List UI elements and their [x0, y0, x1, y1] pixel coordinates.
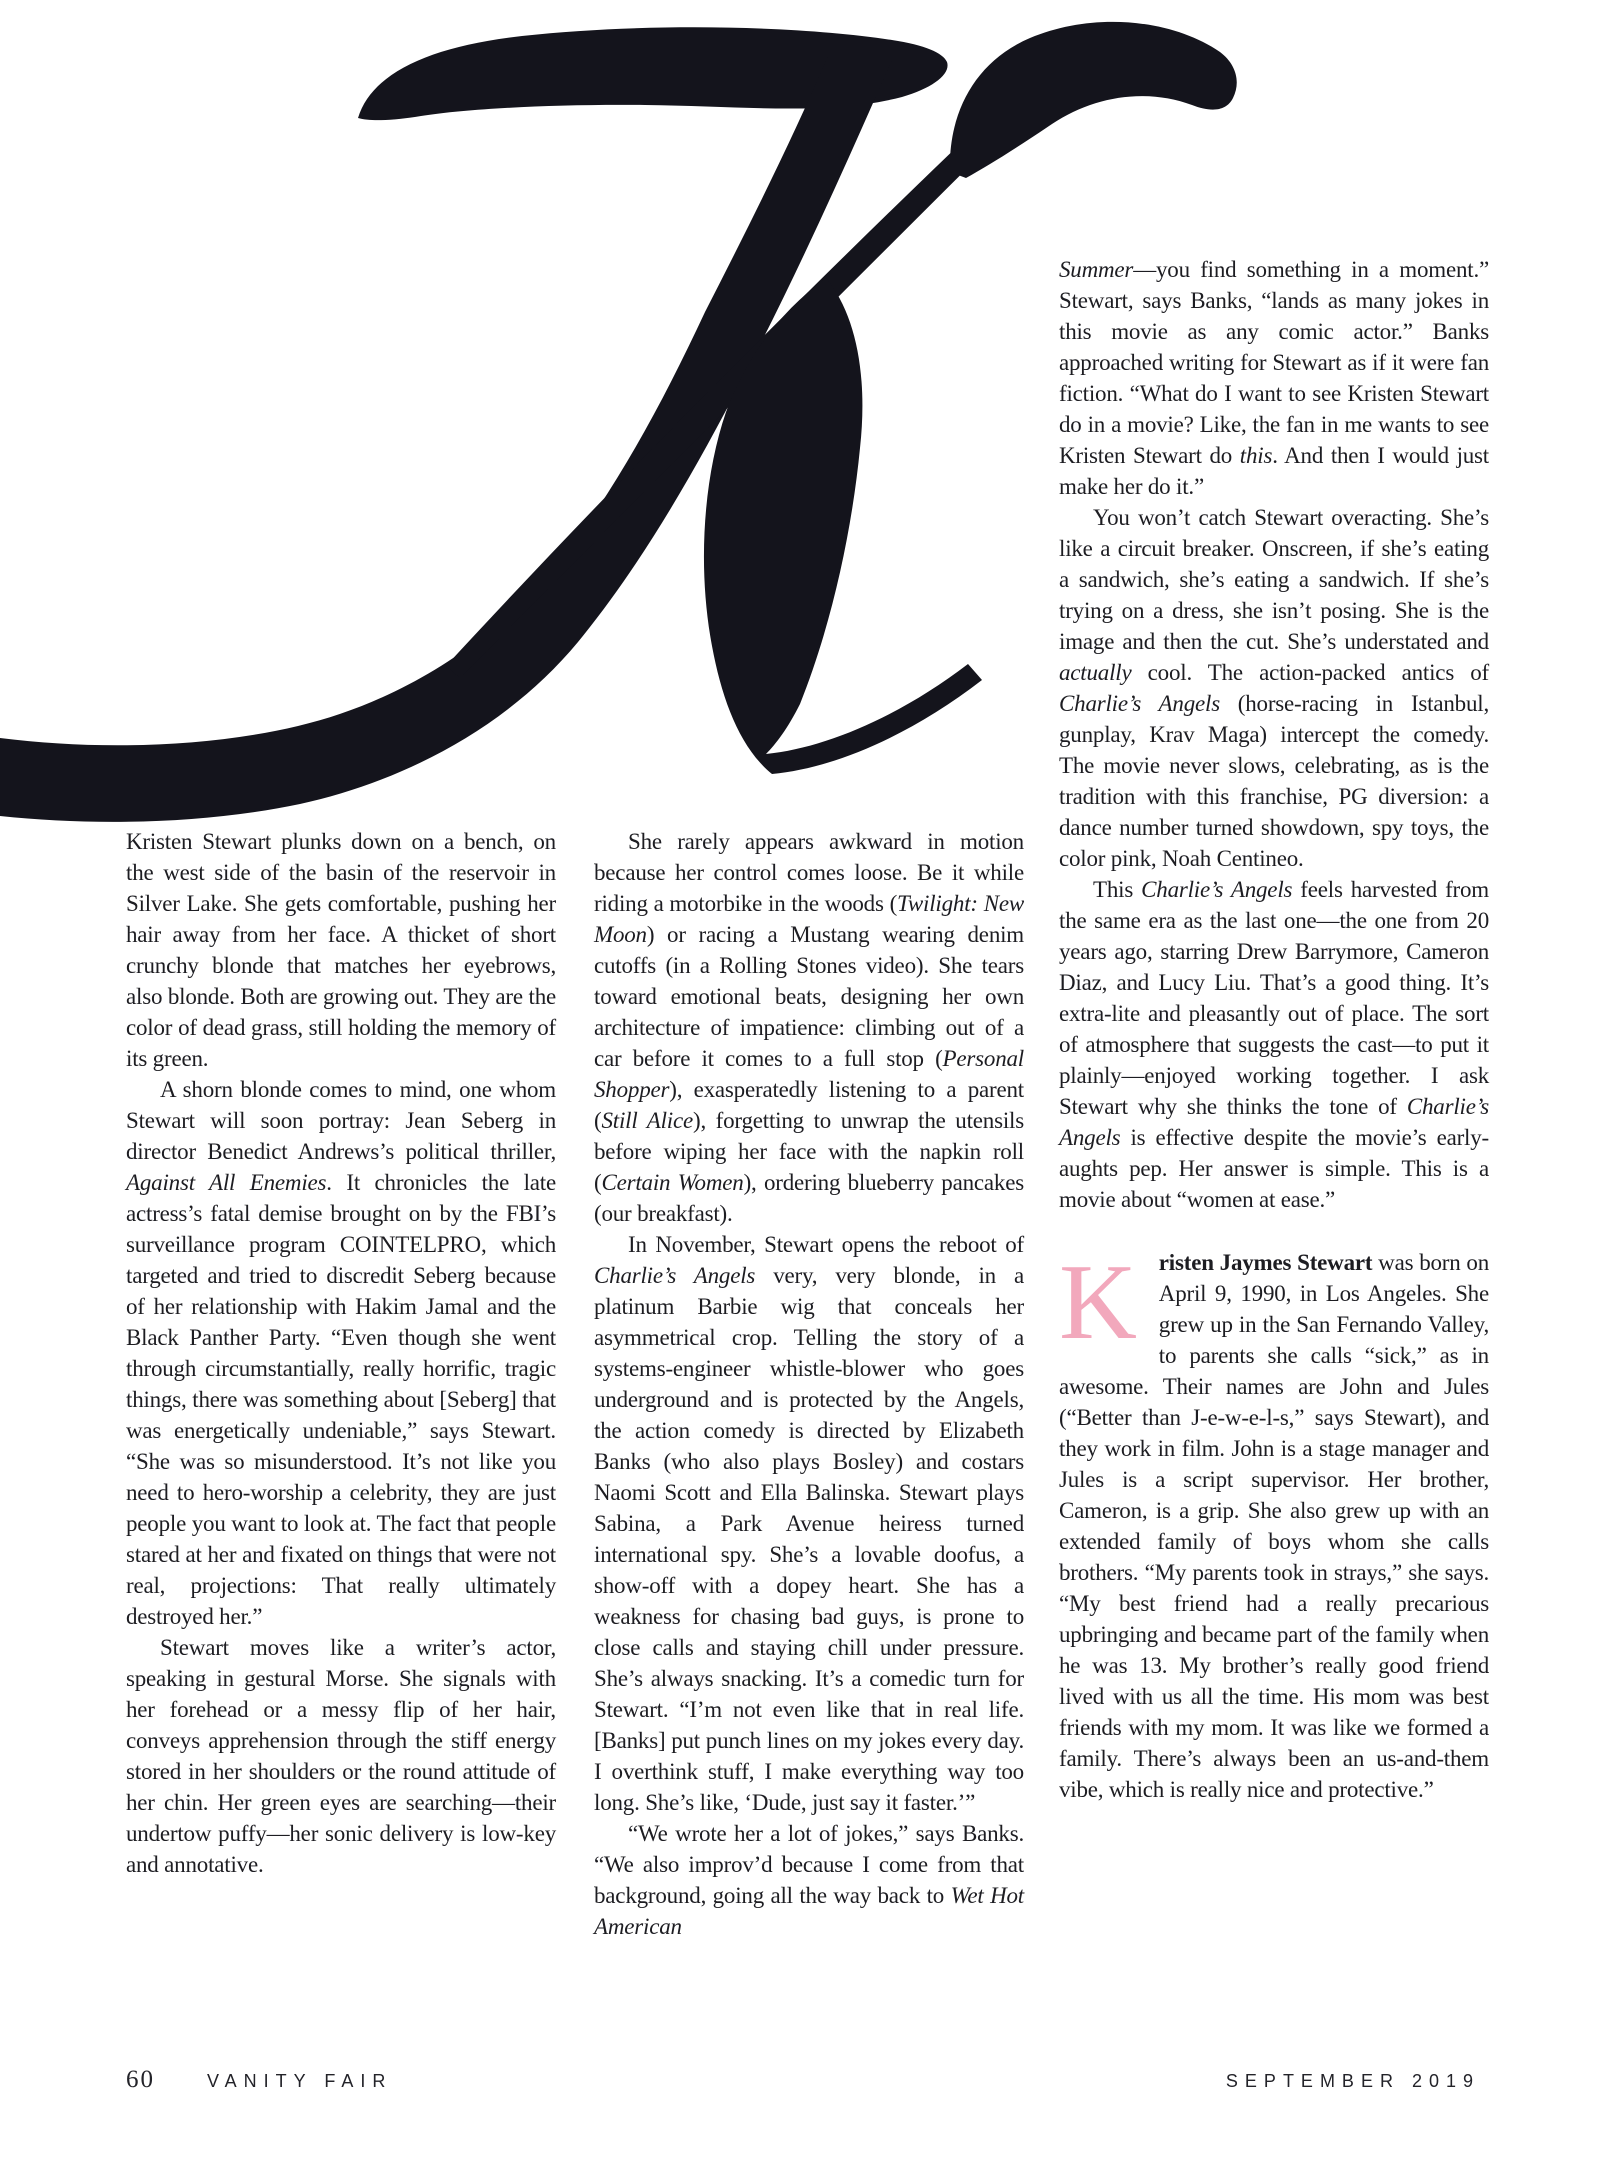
text-column-3	[1059, 254, 1489, 1805]
paragraph	[126, 1074, 556, 1632]
text-column-2	[594, 826, 1024, 1942]
body-text: ), forgetting to unwrap the utensils before wiping her face with the napkin roll (	[594, 1108, 1024, 1195]
bold-text: risten Jaymes Stewart	[1158, 1250, 1373, 1275]
body-text: Stewart moves like a writer’s actor, speaking in gestural Morse. She signals with her forehead or a messy flip of her hair, conveys apprehension through the stiff energy stored in her shoulders or the round attitude of her chin. Her green eyes are searching—their undertow puffy—her sonic delivery is low-key and annotative.	[126, 1635, 556, 1877]
body-text: —you find something in a moment.” Stewart, says Banks, “lands as many jokes in this movie as any comic actor.” Banks approached writing for Stewart as if it were fan fiction. “What do I want to see Kristen Stewart do in a movie? Like, the fan in me wants to see Kristen Stewart do	[1059, 257, 1489, 468]
paragraph	[1059, 254, 1489, 502]
italic-text: Charlie’s Angels	[1059, 1094, 1489, 1150]
body-text: . It chronicles the late actress’s fatal demise brought on by the FBI’s surveillance program COINTELPRO, which targeted and tried to discredit Seberg because of her relationship with Hakim Jamal and the Black Panther Party. “Even though she went through circumstantially, really horrific, tragic things, there was something about [Seberg] that was energetically undeniable,” says Stewart. “She was so misunderstood. It’s not like you need to hero-worship a celebrity, they are just people you want to look at. The fact that people stared at her and fixated on things that were not real, projections: That really ultimately destroyed her.”	[126, 1170, 557, 1629]
italic-text: Against All Enemies	[126, 1170, 327, 1195]
paragraph	[594, 1818, 1024, 1942]
italic-text: Twilight: New Moon	[594, 891, 1025, 947]
body-text: You won’t catch Stewart overacting. She’s like a circuit breaker. Onscreen, if she’s eating a sandwich, she’s eating a sandwich. If she’s trying on a dress, she isn’t posing. She is the image and then the cut. She’s understated and	[1059, 505, 1489, 654]
body-text: feels harvested from the same era as the last one—the one from 20 years ago, starring Drew Barrymore, Cameron Diaz, and Lucy Liu. That’s a good thing. It’s extra-lite and pleasantly out of place. The sort of atmosphere that suggests the cast—to put it plainly—enjoyed working together. I ask Stewart why she thinks the tone of	[1059, 877, 1489, 1119]
italic-text: Charlie’s Angels	[1059, 691, 1220, 716]
paragraph	[594, 826, 1024, 1229]
italic-text: this	[1239, 443, 1273, 468]
body-text: In November, Stewart opens the reboot of	[628, 1232, 1024, 1257]
italic-text: Charlie’s Angels	[594, 1263, 756, 1288]
body-text: very, very blonde, in a platinum Barbie wig that conceals her asymmetrical crop. Telling the story of a systems-engineer whistle-blower who goes underground and is protected by the Angels, the action comedy is directed by Elizabeth Banks (who also plays Bosley) and costars Naomi Scott and Ella Balinska. Stewart plays Sabina, a Park Avenue heiress turned international spy. She’s a lovable doofus, a show-off with a dopey heart. She has a weakness for chasing bad guys, is prone to close calls and staying chill under pressure. She’s always snacking. It’s a comedic turn for Stewart. “I’m not even like that in real life. [Banks] put punch lines on my jokes every day. I overthink stuff, I make everything way too long. She’s like, ‘Dude, just say it faster.’”	[594, 1263, 1024, 1815]
paragraph	[1059, 874, 1489, 1215]
page-number: 60	[126, 2066, 155, 2093]
magazine-name: VANITY FAIR	[207, 2071, 393, 2091]
body-text: ), ordering blueberry pancakes (our breakfast).	[594, 1170, 1024, 1226]
body-text: is effective despite the movie’s early-aughts pep. Her answer is simple. This is a movie about “women at ease.”	[1059, 1125, 1489, 1212]
italic-text: Still Alice	[601, 1108, 694, 1133]
drop-cap-letter: K	[1059, 1243, 1137, 1362]
body-text: Kristen Stewart plunks down on a bench, on the west side of the basin of the reservoir in Silver Lake. She gets comfortable, pushing her hair away from her face. A thicket of short crunchy blonde that matches her eyebrows, also blonde. Both are growing out. They are the color of dead grass, still holding the memory of its green.	[126, 829, 556, 1071]
body-text: was born on April 9, 1990, in Los Angeles. She grew up in the San Fernando Valley, to parents she calls “sick,” as in awesome. Their names are John and Jules (“Better than J-e-w-e-l-s,” says Stewart), and they work in film. John is a stage manager and Jules is a script supervisor. Her brother, Cameron, is a grip. She also grew up with an extended family of boys whom she calls brothers. “My parents took in strays,” she says. “My best friend had a really precarious upbringing and became part of the family when he was 13. My brother’s really good friend lived with us all the time. His mom was best friends with my mom. It was like we formed a family. There’s always been an us-and-them vibe, which is really nice and protective.”	[1059, 1250, 1489, 1802]
body-text: (horse-racing in Istanbul, gunplay, Krav Maga) intercept the comedy. The movie never slows, celebrating, as is the tradition with this franchise, PG diversion: a dance number turned showdown, spy toys, the color pink, Noah Centineo.	[1059, 691, 1489, 871]
italic-text: Certain Women	[601, 1170, 744, 1195]
paragraph	[1059, 502, 1489, 874]
folio-footer	[126, 2066, 1480, 2094]
body-text: A shorn blonde comes to mind, one whom Stewart will soon portray: Jean Seberg in director Benedict Andrews’s political thriller,	[126, 1077, 556, 1164]
body-text: “We wrote her a lot of jokes,” says Banks. “We also improv’d because I come from that background, going all the way back to	[594, 1821, 1024, 1908]
body-text: ) or racing a Mustang wearing denim cutoffs (in a Rolling Stones video). She tears toward emotional beats, designing her own architecture of impatience: climbing out of a car before it comes to a full stop (	[594, 922, 1024, 1071]
text-column-1	[126, 826, 556, 1880]
italic-text: Charlie’s Angels	[1141, 877, 1293, 902]
italic-text: Personal Shopper	[594, 1046, 1024, 1102]
body-text: . And then I would just make her do it.”	[1059, 443, 1489, 499]
body-text: This	[1093, 877, 1142, 902]
body-text: ), exasperatedly listening to a parent (	[594, 1077, 1024, 1133]
italic-text: actually	[1059, 660, 1132, 685]
italic-text: Wet Hot American	[594, 1883, 1024, 1939]
paragraph	[594, 1229, 1024, 1818]
paragraph	[126, 1632, 556, 1880]
folio-left	[126, 2066, 392, 2094]
body-text: She rarely appears awkward in motion because her control comes loose. Be it while riding a motorbike in the woods (	[594, 829, 1024, 916]
paragraph	[126, 826, 556, 1074]
body-text: cool. The action-packed antics of	[1131, 660, 1489, 685]
paragraph	[1059, 1243, 1489, 1805]
issue-date: SEPTEMBER 2019	[1225, 2071, 1480, 2091]
italic-text: Summer	[1059, 257, 1134, 282]
